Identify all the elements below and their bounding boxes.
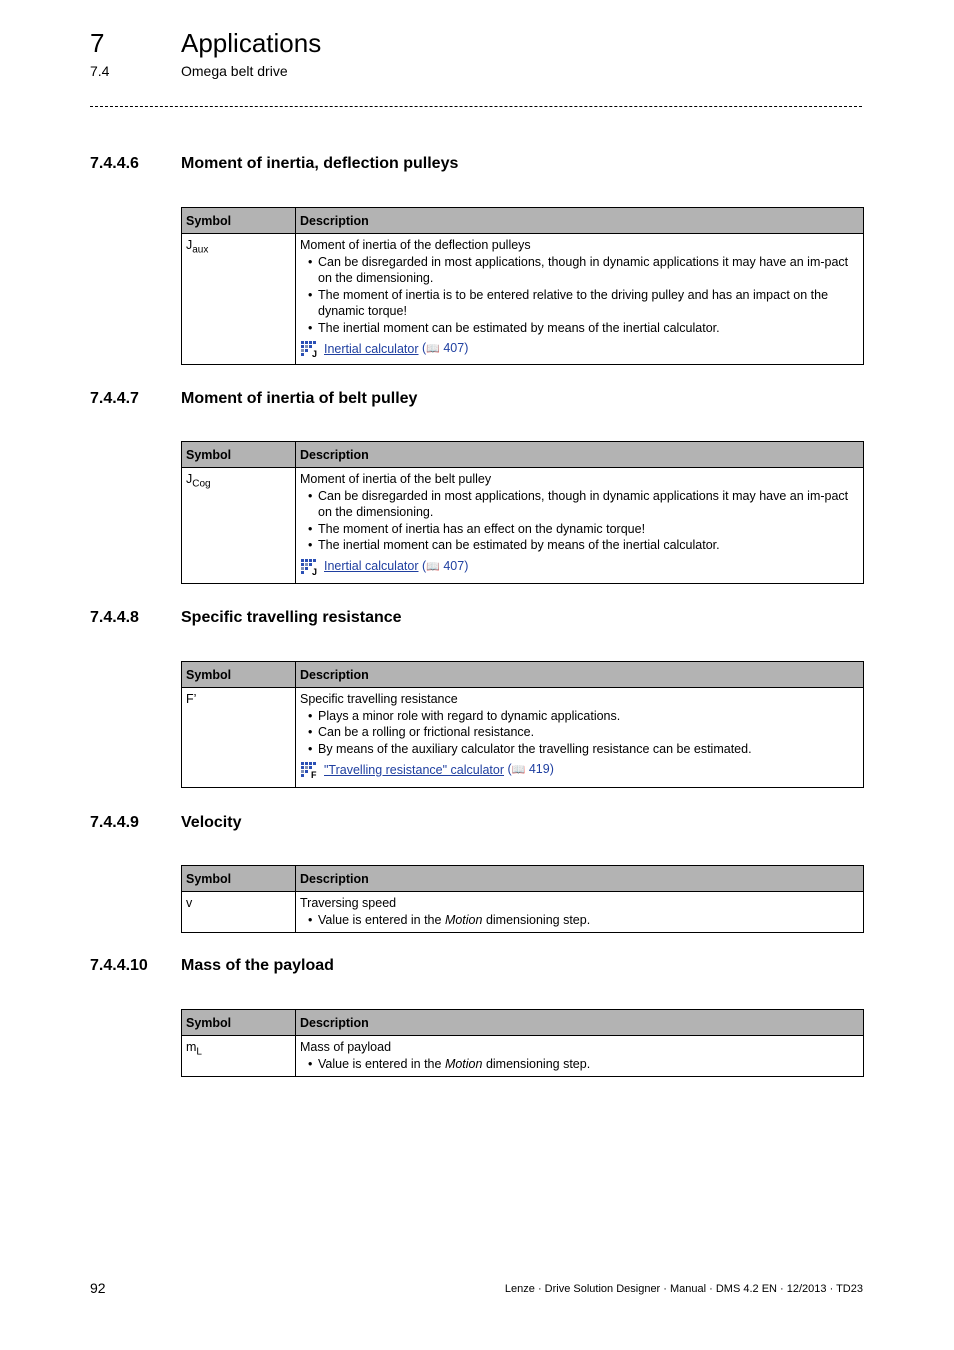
symbol-cell: $J_{aux}$ (182, 234, 296, 365)
symbol-table (181, 1009, 864, 1077)
inertial-calculator-link[interactable]: Inertial calculator (324, 341, 419, 356)
bullet-item: • Plays a minor role with regard to dynamic applications. (300, 708, 859, 725)
description-cell (296, 688, 864, 788)
description-text: Moment of inertia of the deflection pulleys (300, 238, 531, 252)
col-header-symbol: Symbol (182, 1010, 296, 1036)
page-reference[interactable]: (📖 419) (504, 762, 554, 777)
col-header-symbol: Symbol (182, 208, 296, 234)
col-header-description: Description (296, 866, 864, 892)
chapter-title: Applications (181, 28, 322, 58)
bullet-item: • Value is entered in the Motion dimensioning step. (300, 1056, 859, 1073)
description-cell (296, 468, 864, 584)
bullet-item: • The moment of inertia has an effect on the dynamic torque! (300, 521, 859, 538)
symbol-table (181, 865, 864, 933)
description-cell (296, 234, 864, 365)
bullet-item: • Can be disregarded in most applications, though in dynamic applications it may have an im-pact on the dimensioning. (300, 254, 859, 287)
book-icon: 📖 (426, 343, 440, 356)
symbol-table (181, 441, 864, 584)
description-text: Mass of payload (300, 1040, 392, 1054)
heading-number: 7.4.4.8 (90, 609, 139, 626)
book-icon: 📖 (426, 560, 440, 573)
description-text: Traversing speed (300, 896, 397, 910)
svg-text:F: F (311, 770, 317, 779)
col-header-symbol: Symbol (182, 442, 296, 468)
section-number: 7.4 (90, 63, 110, 79)
resistance-calculator-icon[interactable] (300, 761, 320, 779)
symbol-cell: F’ (182, 688, 296, 788)
col-header-symbol: Symbol (182, 866, 296, 892)
symbol-table (181, 661, 864, 788)
col-header-description: Description (296, 1010, 864, 1036)
heading-title: Velocity (181, 814, 242, 831)
header-divider (90, 106, 862, 107)
heading-number: 7.4.4.9 (90, 814, 139, 831)
heading-number: 7.4.4.10 (90, 957, 148, 974)
heading-title: Mass of the payload (181, 957, 334, 974)
bullet-item: • Can be a rolling or frictional resistance. (300, 724, 859, 741)
bullet-item: • Can be disregarded in most applications, though in dynamic applications it may have an im-pact on the dimensioning. (300, 488, 859, 521)
description-text: Moment of inertia of the belt pulley (300, 472, 492, 486)
bullet-item: • Value is entered in the Motion dimensioning step. (300, 912, 859, 929)
svg-text:J: J (312, 566, 318, 576)
heading-title: Moment of inertia, deflection pulleys (181, 155, 459, 172)
page-reference[interactable]: (📖 407) (418, 341, 469, 356)
inertia-calculator-icon[interactable] (300, 558, 320, 576)
section-title: Omega belt drive (181, 63, 288, 79)
symbol-table (181, 207, 864, 365)
symbol-cell: v (182, 892, 296, 933)
symbol-cell: $m_L$ (182, 1036, 296, 1077)
col-header-description: Description (296, 662, 864, 688)
heading-number: 7.4.4.6 (90, 155, 139, 172)
page-reference[interactable]: (📖 407) (418, 558, 469, 573)
heading-number: 7.4.4.7 (90, 390, 139, 407)
bullet-item: • The moment of inertia is to be entered relative to the driving pulley and has an impact on the dynamic torque! (300, 287, 859, 320)
heading-title: Moment of inertia of belt pulley (181, 390, 418, 407)
inertia-calculator-icon[interactable] (300, 340, 320, 358)
footer-doc-info: Lenze · Drive Solution Designer · Manual · DMS 4.2 EN · 12/2013 · TD23 (504, 1283, 863, 1295)
symbol-cell: $J_{Cog}$ (182, 468, 296, 584)
description-cell (296, 892, 864, 933)
page-number: 92 (90, 1280, 106, 1296)
heading-title: Specific travelling resistance (181, 609, 402, 626)
bullet-item: • By means of the auxiliary calculator the travelling resistance can be estimated. (300, 741, 859, 758)
description-cell (296, 1036, 864, 1077)
col-header-description: Description (296, 208, 864, 234)
svg-text:J: J (312, 349, 318, 358)
description-text: Specific travelling resistance (300, 692, 458, 706)
col-header-symbol: Symbol (182, 662, 296, 688)
chapter-number: 7 (90, 28, 105, 58)
travelling-resistance-calculator-link[interactable]: "Travelling resistance" calculator (324, 762, 505, 777)
inertial-calculator-link[interactable]: Inertial calculator (324, 559, 419, 574)
col-header-description: Description (296, 442, 864, 468)
bullet-item: • The inertial moment can be estimated by means of the inertial calculator. (300, 537, 859, 554)
book-icon: 📖 (511, 764, 526, 777)
bullet-item: • The inertial moment can be estimated by means of the inertial calculator. (300, 320, 859, 337)
